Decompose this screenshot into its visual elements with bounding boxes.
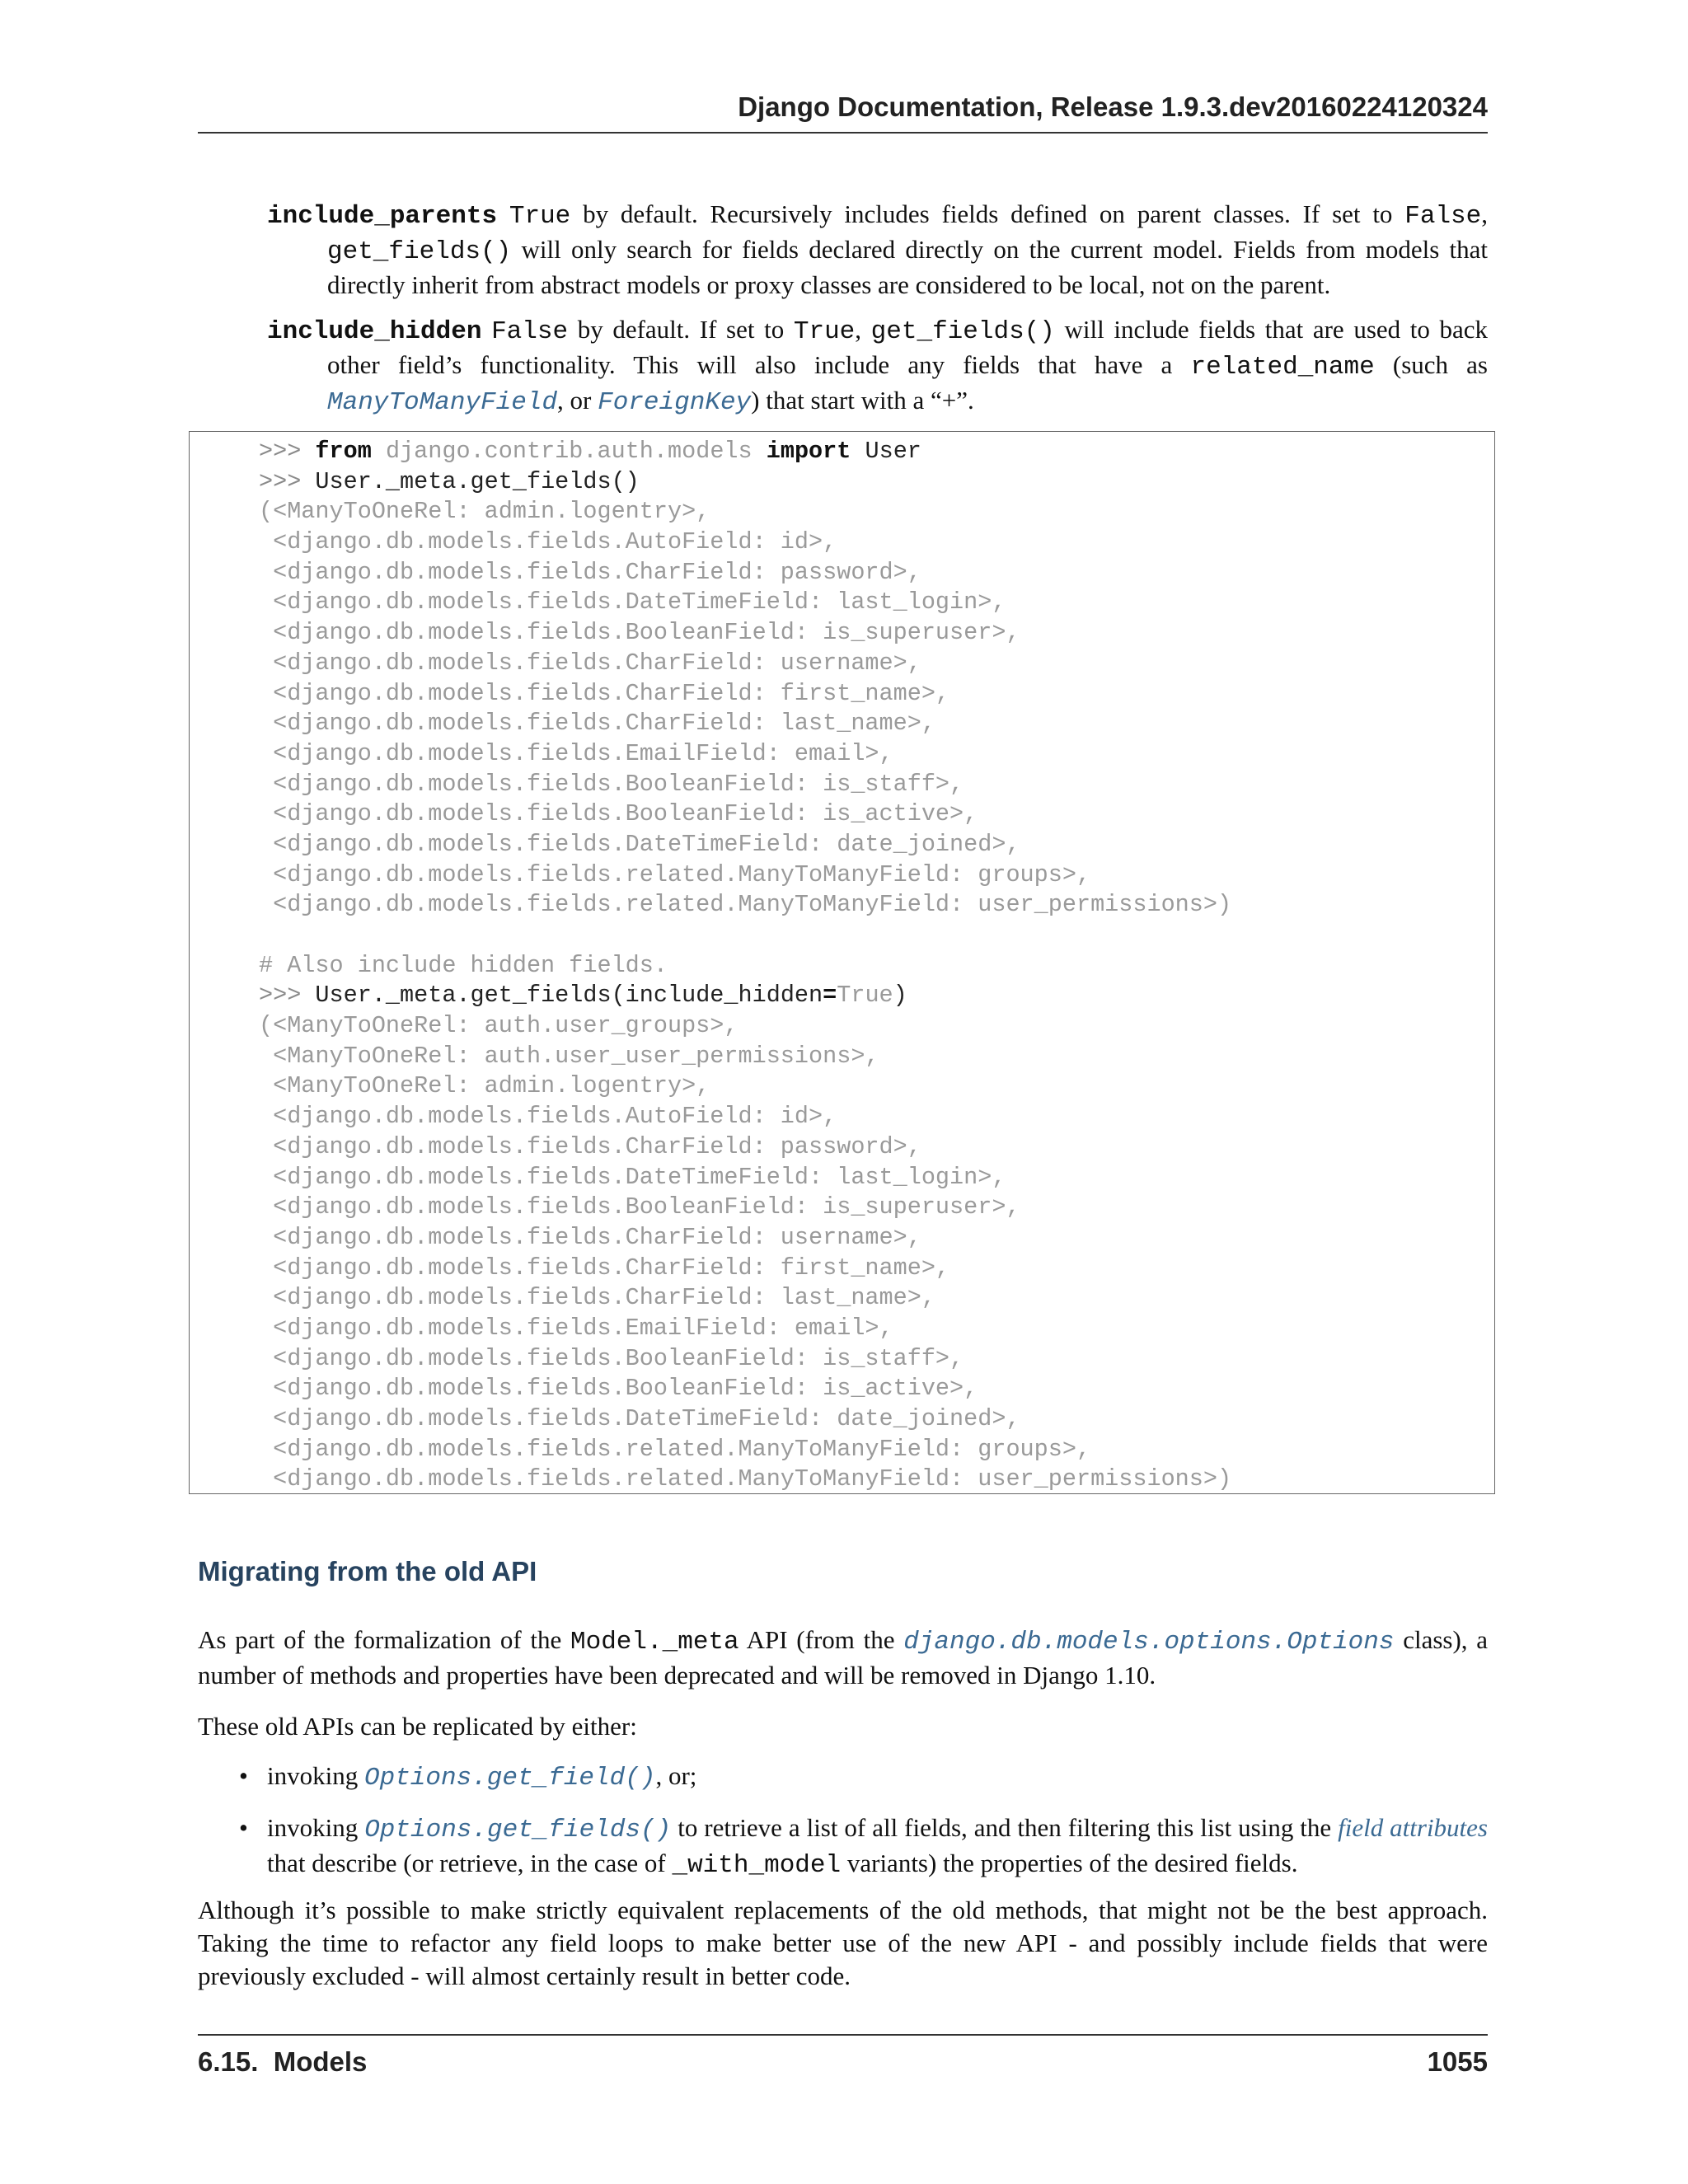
code-output-line: <django.db.models.fields.BooleanField: is_superuser>,: [259, 619, 1020, 647]
foreignkey-link[interactable]: ForeignKey: [598, 388, 752, 417]
bullet-list: [198, 1760, 1488, 1882]
include-parents-text: ,: [1481, 199, 1488, 228]
code-output-line: (<ManyToOneRel: auth.user_groups>,: [259, 1012, 738, 1040]
code-output-line: <django.db.models.fields.CharField: username>,: [259, 1223, 921, 1251]
footer-section: 6.15. Models: [198, 2046, 368, 2077]
code-output-line: <django.db.models.fields.BooleanField: is_staff>,: [259, 770, 964, 798]
with-model-literal: _with_model: [672, 1851, 842, 1880]
code-output-line: <django.db.models.fields.related.ManyToManyField: user_permissions>): [259, 891, 1232, 919]
code-output-line: <django.db.models.fields.CharField: password>,: [259, 558, 921, 586]
field-attributes-link[interactable]: field attributes: [1338, 1813, 1488, 1842]
code-output-line: <django.db.models.fields.DateTimeField: last_login>,: [259, 1163, 1006, 1191]
code-output-line: <django.db.models.fields.AutoField: id>,: [259, 528, 837, 556]
options-link[interactable]: django.db.models.options.Options: [903, 1628, 1395, 1657]
include-parents-text: will only search for fields declared directly on the current model. Fields from models that directly inherit from abstract models or proxy classes are considered to be local, not on the parent.: [327, 235, 1488, 299]
include-parents-term: include_parents: [267, 202, 498, 231]
code-output-line: <django.db.models.fields.related.ManyToManyField: groups>,: [259, 860, 1091, 888]
code-output-line: <django.db.models.fields.EmailField: email>,: [259, 1314, 893, 1342]
section-title: Migrating from the old API: [198, 1556, 537, 1586]
code-output-line: <django.db.models.fields.BooleanField: is_staff>,: [259, 1344, 964, 1372]
include-parents-text: by default. Recursively includes fields defined on parent classes. If set to: [570, 199, 1405, 228]
get-field-link[interactable]: Options.get_field(): [363, 1764, 656, 1793]
manytomanyfield-link[interactable]: ManyToManyField: [327, 388, 558, 417]
bullet-icon: •: [239, 1813, 248, 1842]
code-output-line: <django.db.models.fields.CharField: first_name>,: [259, 1254, 950, 1282]
code-output-line: <django.db.models.fields.CharField: last_name>,: [259, 710, 935, 738]
paragraph-refactor: Although it’s possible to make strictly equivalent replacements of the old methods, that might not be the best approach. Taking the time to refactor any field loops to make better use of the new API - and possibly include fields that were previously excluded - will almost certainly result in better code.: [198, 1896, 1488, 1990]
list-item: • invoking Options.get_field(), or;: [239, 1761, 697, 1793]
false-literal: False: [1404, 202, 1482, 231]
include-parents-default: True: [509, 202, 571, 231]
code-output-line: <django.db.models.fields.EmailField: email>,: [259, 739, 893, 767]
page-header: Django Documentation, Release 1.9.3.dev20160224120324: [198, 89, 1488, 134]
code-line: >>> User._meta.get_fields(include_hidden=True): [259, 982, 907, 1010]
code-output-line: <ManyToOneRel: admin.logentry>,: [259, 1072, 710, 1100]
code-line: >>> from django.contrib.auth.models import User: [259, 438, 921, 465]
code-output-line: <django.db.models.fields.related.ManyToManyField: user_permissions>): [259, 1465, 1232, 1493]
list-item: • invoking Options.get_fields() to retrieve a list of all fields, and then filtering this list using the field attributes that describe (or retrieve, in the case of _with_model variants) the properties of the desired fields.: [239, 1813, 1488, 1880]
code-blank-line: [259, 921, 1231, 951]
code-output-line: <django.db.models.fields.CharField: username>,: [259, 649, 921, 677]
include-hidden-text: will include fields that are used to back other field’s functionality. This will also include any fields that have a: [327, 315, 1489, 379]
code-output-line: <django.db.models.fields.DateTimeField: date_joined>,: [259, 830, 1020, 858]
code-output-line: <django.db.models.fields.AutoField: id>,: [259, 1103, 837, 1131]
model-meta-literal: Model._meta: [570, 1628, 739, 1657]
code-output-line: <ManyToOneRel: auth.user_user_permissions>,: [259, 1042, 879, 1070]
include-hidden-term: include_hidden: [267, 317, 482, 346]
bullet-icon: •: [239, 1761, 248, 1790]
code-line: >>> User._meta.get_fields(): [259, 467, 640, 495]
code-output-line: <django.db.models.fields.DateTimeField: last_login>,: [259, 588, 1006, 616]
page-footer: [198, 2034, 1488, 2080]
include-hidden-text: ,: [855, 315, 871, 344]
true-literal: True: [793, 317, 856, 346]
page-number: 1055: [1427, 2046, 1488, 2077]
paragraph-replicate: These old APIs can be replicated by either:: [198, 1712, 637, 1741]
code-output-line: <django.db.models.fields.related.ManyToManyField: groups>,: [259, 1435, 1091, 1463]
code-listing: [259, 437, 1231, 1495]
code-comment: # Also include hidden fields.: [259, 951, 668, 979]
code-output-line: <django.db.models.fields.BooleanField: is_active>,: [259, 800, 978, 828]
include-parents-item: [267, 198, 1488, 302]
get-fields-link[interactable]: Options.get_fields(): [364, 1816, 672, 1844]
include-hidden-item: [267, 313, 1488, 419]
output-block-1: [259, 497, 1231, 921]
code-block: [189, 431, 1495, 1494]
include-hidden-text: by default. If set to: [568, 315, 794, 344]
document-page: [198, 0, 1488, 2184]
code-output-line: <django.db.models.fields.CharField: first_name>,: [259, 679, 950, 707]
code-output-line: <django.db.models.fields.BooleanField: is_active>,: [259, 1375, 978, 1403]
related-name-literal: related_name: [1190, 353, 1375, 382]
get-fields-literal: get_fields(): [327, 237, 512, 266]
code-output-line: <django.db.models.fields.BooleanField: is_superuser>,: [259, 1193, 1020, 1221]
include-hidden-default: False: [491, 317, 569, 346]
code-output-line: <django.db.models.fields.DateTimeField: date_joined>,: [259, 1405, 1020, 1432]
include-hidden-text: ) that start with a “+”.: [751, 386, 974, 415]
code-output-line: (<ManyToOneRel: admin.logentry>,: [259, 498, 710, 526]
include-hidden-text: , or: [557, 386, 598, 415]
code-output-line: <django.db.models.fields.CharField: last_name>,: [259, 1284, 935, 1312]
paragraph-intro: As part of the formalization of the Model._meta API (from the django.db.models.options.Options class), a number of methods and properties have been deprecated and will be removed in Django 1.10.: [198, 1625, 1488, 1690]
get-fields-literal: get_fields(): [870, 317, 1055, 346]
output-block-2: [259, 1011, 1231, 1495]
include-hidden-text: (such as: [1374, 350, 1488, 379]
code-output-line: <django.db.models.fields.CharField: password>,: [259, 1132, 921, 1160]
